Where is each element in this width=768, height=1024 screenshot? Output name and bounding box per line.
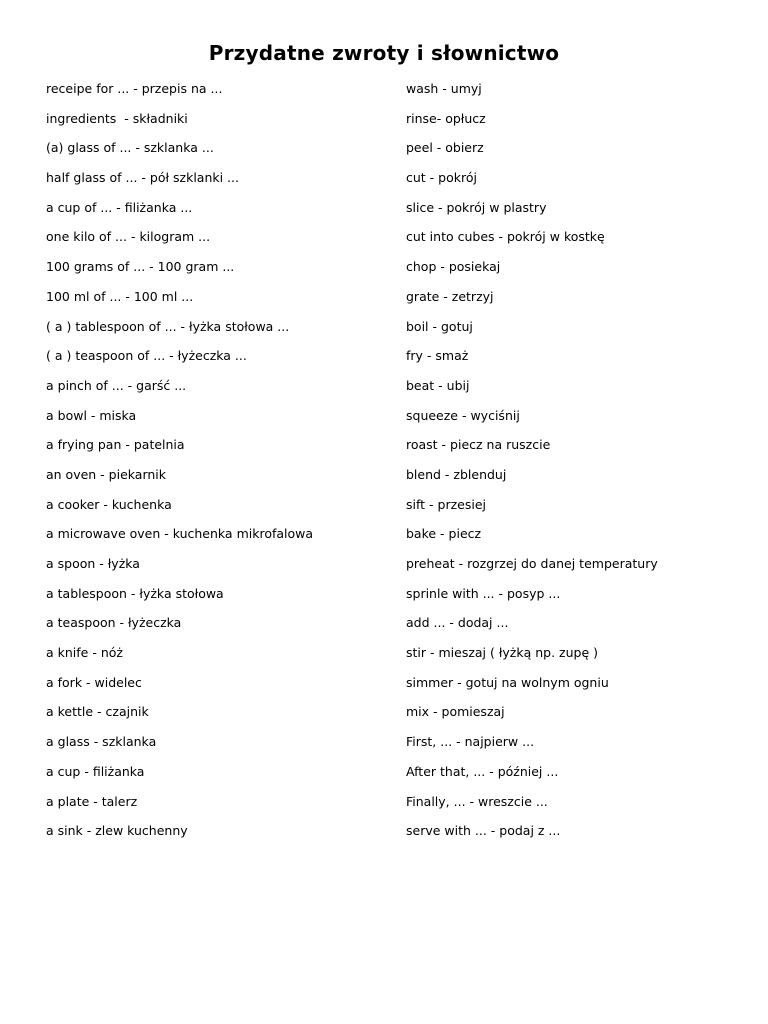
vocabulary-entry: 100 grams of ... - 100 gram ... (46, 259, 235, 275)
vocabulary-entry: slice - pokrój w plastry (406, 199, 547, 215)
vocabulary-entry: a frying pan - patelnia (46, 437, 185, 453)
vocabulary-entry: roast - piecz na ruszcie (406, 437, 551, 453)
vocabulary-entry: boil - gotuj (406, 318, 473, 334)
vocabulary-entry: receipe for ... - przepis na ... (46, 81, 223, 96)
vocabulary-entry: chop - posiekaj (406, 259, 501, 275)
vocabulary-entry: (a) glass of ... - szklanka ... (46, 140, 214, 156)
vocabulary-entry: a cup - filiżanka (46, 763, 145, 779)
vocabulary-entry: cut into cubes - pokrój w kostkę (406, 229, 605, 245)
vocabulary-entry: bake - piecz (406, 526, 482, 542)
vocabulary-entry: a fork - widelec (46, 674, 142, 690)
vocabulary-entry: a microwave oven - kuchenka mikrofalowa (46, 526, 314, 542)
vocabulary-right-column (406, 80, 746, 852)
vocabulary-entry: a sink - zlew kuchenny (46, 823, 188, 839)
vocabulary-entry: ingredients - składniki (46, 110, 188, 126)
vocabulary-entry: a cup of ... - filiżanka ... (46, 199, 193, 215)
vocabulary-entry: a kettle - czajnik (46, 704, 149, 720)
vocabulary-entry: Finally, ... - wreszcie ... (406, 793, 548, 809)
vocabulary-entry: rinse- opłucz (406, 110, 486, 126)
vocabulary-entry: simmer - gotuj na wolnym ogniu (406, 674, 609, 690)
vocabulary-entry: an oven - piekarnik (46, 466, 167, 482)
vocabulary-entry: a tablespoon - łyżka stołowa (46, 585, 224, 601)
vocabulary-entry: a bowl - miska (46, 407, 137, 423)
vocabulary-left-column (46, 80, 386, 852)
vocabulary-entry: blend - zblenduj (406, 466, 507, 482)
vocabulary-entry: add ... - dodaj ... (406, 615, 509, 631)
vocabulary-entry: fry - smaż (406, 348, 469, 364)
vocabulary-entry: a glass - szklanka (46, 734, 157, 750)
vocabulary-entry: half glass of ... - pół szklanki ... (46, 170, 239, 186)
vocabulary-entry: squeeze - wyciśnij (406, 407, 520, 423)
page-title: Przydatne zwroty i słownictwo (208, 41, 560, 65)
vocabulary-entry: serve with ... - podaj z ... (406, 823, 561, 839)
vocabulary-entry: preheat - rozgrzej do danej temperatury (406, 556, 658, 571)
vocabulary-entry: ( a ) tablespoon of ... - łyżka stołowa ... (46, 318, 290, 334)
vocabulary-entry: peel - obierz (406, 140, 484, 156)
vocabulary-entry: beat - ubij (406, 377, 470, 393)
vocabulary-entry: one kilo of ... - kilogram ... (46, 229, 211, 245)
vocabulary-entry: First, ... - najpierw ... (406, 734, 535, 750)
vocabulary-entry: wash - umyj (406, 81, 482, 96)
vocabulary-entry: sprinle with ... - posyp ... (406, 585, 561, 601)
vocabulary-entry: a teaspoon - łyżeczka (46, 615, 182, 631)
vocabulary-entry: grate - zetrzyj (406, 288, 494, 304)
vocabulary-entry: mix - pomieszaj (406, 704, 505, 720)
vocabulary-entry: a pinch of ... - garść ... (46, 377, 187, 393)
vocabulary-entry: After that, ... - później ... (406, 763, 559, 779)
vocabulary-entry: a plate - talerz (46, 793, 138, 809)
vocabulary-entry: cut - pokrój (406, 170, 477, 186)
vocabulary-entry: a cooker - kuchenka (46, 496, 172, 512)
vocabulary-entry: 100 ml of ... - 100 ml ... (46, 288, 194, 304)
vocabulary-entry: a knife - nóż (46, 645, 123, 661)
vocabulary-entry: ( a ) teaspoon of ... - łyżeczka ... (46, 348, 247, 364)
vocabulary-entry: stir - mieszaj ( łyżką np. zupę ) (406, 645, 598, 661)
vocabulary-entry: a spoon - łyżka (46, 556, 140, 571)
vocabulary-entry: sift - przesiej (406, 496, 486, 512)
